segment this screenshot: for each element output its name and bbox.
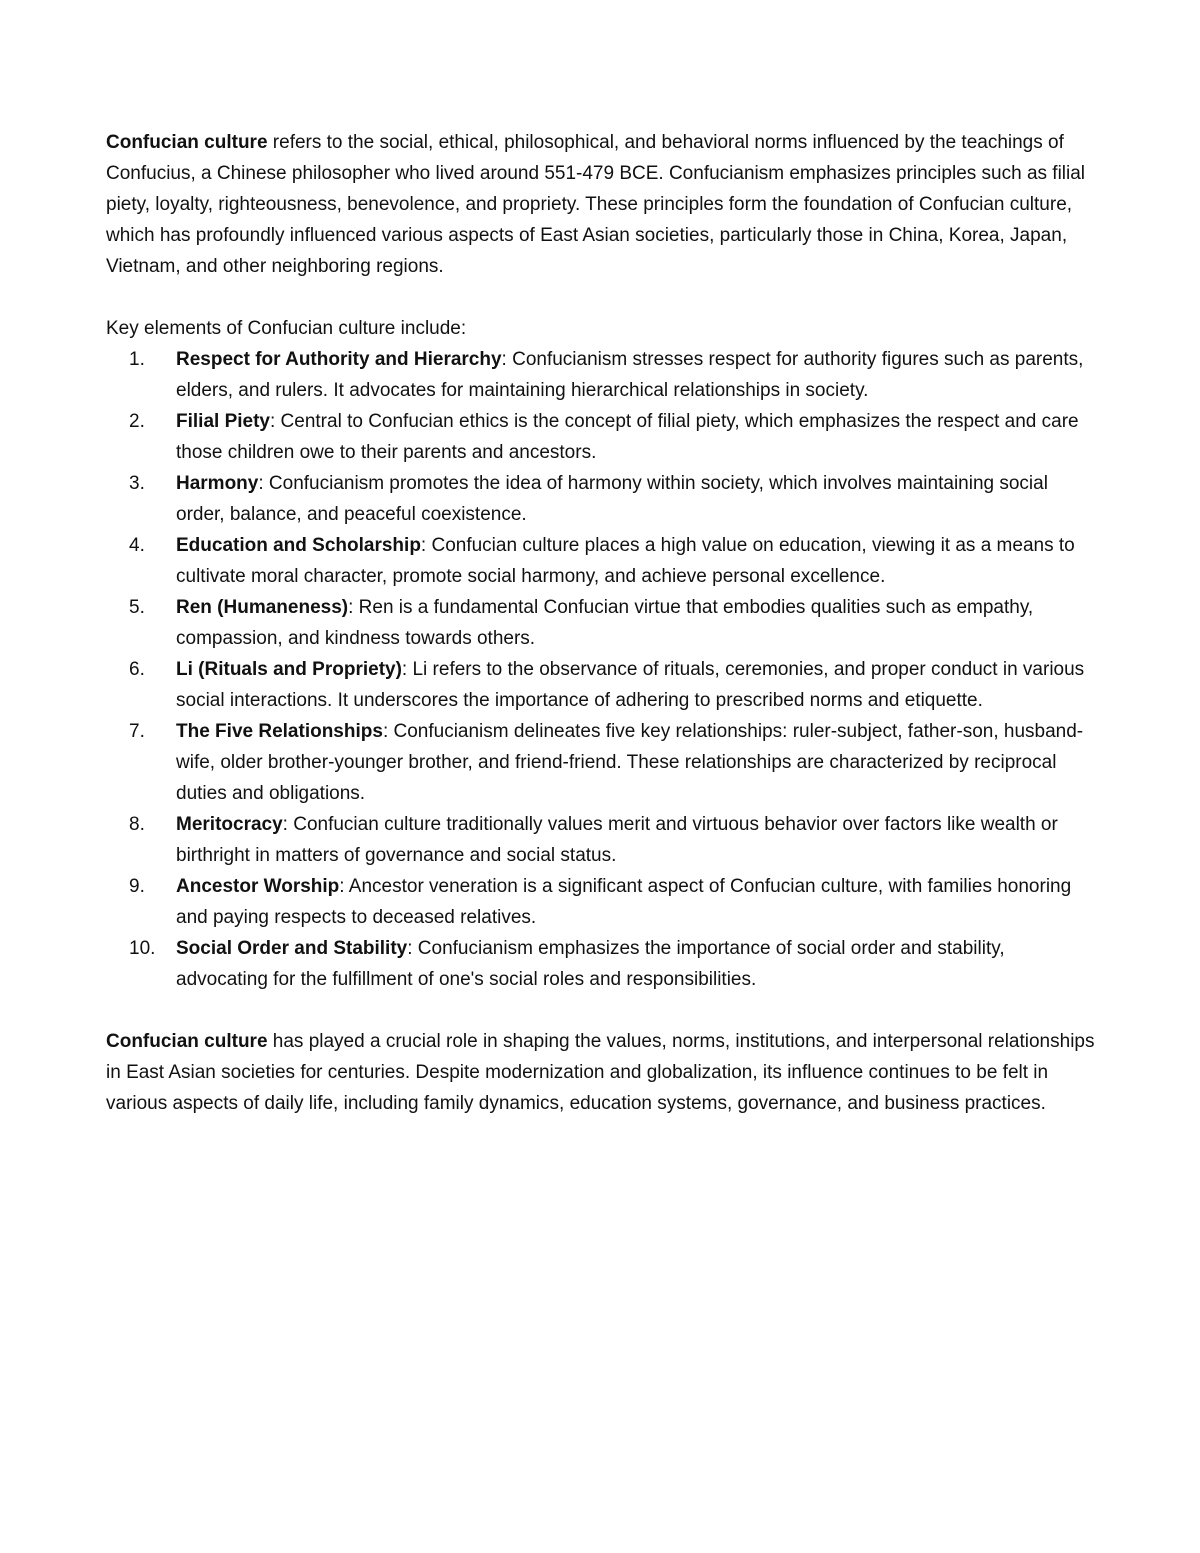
list-item: [106, 933, 1096, 995]
list-number: 8.: [129, 814, 145, 835]
list-description: : Confucian culture traditionally values merit and virtuous behavior over factors like wealth or birthright in matters of governance and social status.: [176, 814, 1058, 866]
list-item: [106, 809, 1096, 871]
list-description: : Confucianism delineates five key relationships: ruler-subject, father-son, husband-wife, older brother-younger brother, and friend-friend. These relationships are characterized by reciprocal duties and obligations.: [176, 721, 1084, 804]
list-description: : Li refers to the observance of rituals, ceremonies, and proper conduct in various social interactions. It underscores the importance of adhering to prescribed norms and etiquette.: [176, 659, 1085, 711]
conclusion-lead: Confucian culture: [106, 1031, 268, 1052]
list-term: Education and Scholarship: [176, 535, 421, 556]
list-description: : Central to Confucian ethics is the concept of filial piety, which emphasizes the respect and care those children owe to their parents and ancestors.: [176, 411, 1079, 463]
list-item: [106, 592, 1096, 654]
list-term: Filial Piety: [176, 411, 270, 432]
list-number: 3.: [129, 473, 145, 494]
list-item: [106, 344, 1096, 406]
list-item: [106, 530, 1096, 592]
list-description: : Ren is a fundamental Confucian virtue that embodies qualities such as empathy, compassion, and kindness towards others.: [176, 597, 1034, 649]
list-number: 4.: [129, 535, 145, 556]
list-term: Respect for Authority and Hierarchy: [176, 349, 502, 370]
list-item: [106, 468, 1096, 530]
list-term: The Five Relationships: [176, 721, 383, 742]
list-number: 9.: [129, 876, 145, 897]
list-term: Ren (Humaneness): [176, 597, 349, 618]
list-number: 10.: [129, 938, 156, 959]
list-item: [106, 654, 1096, 716]
list-description: : Ancestor veneration is a significant aspect of Confucian culture, with families honoring and paying respects to deceased relatives.: [176, 876, 1072, 928]
list-description: : Confucian culture places a high value on education, viewing it as a means to cultivate moral character, promote social harmony, and achieve personal excellence.: [176, 535, 1075, 587]
document-body: [106, 127, 1096, 1119]
list-term: Ancestor Worship: [176, 876, 340, 897]
list-item: [106, 716, 1096, 809]
list-description: : Confucianism stresses respect for authority figures such as parents, elders, and rulers. It advocates for maintaining hierarchical relationships in society.: [176, 349, 1084, 401]
list-number: 5.: [129, 597, 145, 618]
list-term: Harmony: [176, 473, 259, 494]
intro-paragraph: [106, 127, 1096, 282]
list-number: 6.: [129, 659, 145, 680]
list-item: [106, 406, 1096, 468]
list-number: 2.: [129, 411, 145, 432]
list-intro: Key elements of Confucian culture include:: [106, 318, 467, 339]
intro-lead: Confucian culture: [106, 132, 268, 153]
list-number: 7.: [129, 721, 145, 742]
conclusion-text: has played a crucial role in shaping the values, norms, institutions, and interpersonal relationships in East Asian societies for centuries. Despite modernization and globalization, its influence continues to be felt in various aspects of daily life, including family dynamics, education systems, governance, and business practices.: [106, 1031, 1095, 1114]
intro-text: refers to the social, ethical, philosophical, and behavioral norms influenced by the teachings of Confucius, a Chinese philosopher who lived around 551-479 BCE. Confucianism emphasizes principles such as filial piety, loyalty, righteousness, benevolence, and propriety. These principles form the foundation of Confucian culture, which has profoundly influenced various aspects of East Asian societies, particularly those in China, Korea, Japan, Vietnam, and other neighboring regions.: [106, 132, 1086, 277]
list-description: : Confucianism promotes the idea of harmony within society, which involves maintaining social order, balance, and peaceful coexistence.: [176, 473, 1048, 525]
list-number: 1.: [129, 349, 145, 370]
list-term: Social Order and Stability: [176, 938, 408, 959]
key-elements-list: [106, 344, 1096, 995]
list-term: Meritocracy: [176, 814, 283, 835]
list-item: [106, 871, 1096, 933]
conclusion-paragraph: [106, 1026, 1096, 1119]
list-description: : Confucianism emphasizes the importance of social order and stability, advocating for the fulfillment of one's social roles and responsibilities.: [176, 938, 1005, 990]
list-term: Li (Rituals and Propriety): [176, 659, 402, 680]
